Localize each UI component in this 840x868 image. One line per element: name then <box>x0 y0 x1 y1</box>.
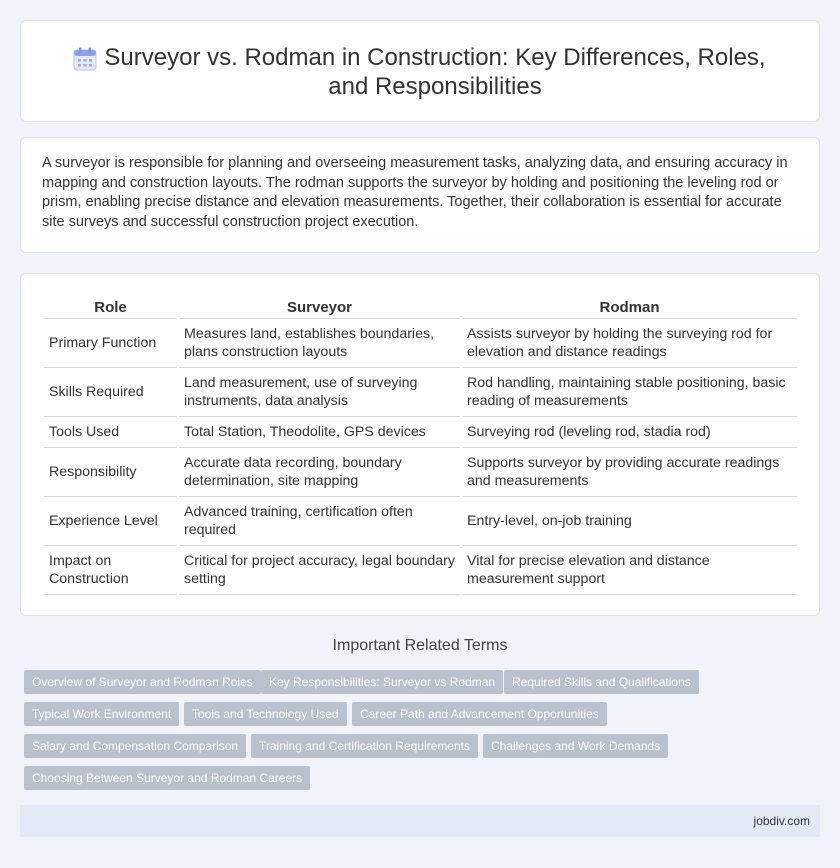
table-row <box>44 546 797 595</box>
footer-site[interactable]: jobdiv.com <box>753 814 810 828</box>
cell-surveyor: Measures land, establishes boundaries, plans construction layouts <box>179 319 460 368</box>
table-row <box>44 497 797 546</box>
cell-role: Skills Required <box>44 368 177 417</box>
cell-rodman: Assists surveyor by holding the surveying rod for elevation and distance readings <box>462 319 797 368</box>
cell-role: Primary Function <box>44 319 177 368</box>
cell-surveyor: Advanced training, certification often required <box>179 497 460 546</box>
intro-card <box>20 137 820 253</box>
related-tag[interactable]: Career Path and Advancement Opportunities <box>352 702 607 726</box>
cell-role: Experience Level <box>44 497 177 546</box>
table-row <box>44 319 797 368</box>
intro-paragraph: A surveyor is responsible for planning and overseeing measurement tasks, analyzing data, and ensuring accuracy in mapping and construction layouts. The rodman supports the surveyor by holding and positioning the leveling rod or prism, enabling precise distance and elevation measurements. Together, their collaboration is essential for accurate site surveys and successful construction project execution. <box>42 155 788 230</box>
related-tag[interactable]: Salary and Compensation Comparison <box>24 734 246 758</box>
table-row <box>44 448 797 497</box>
related-tag[interactable]: Required Skills and Qualifications <box>504 670 699 694</box>
cell-rodman: Entry-level, on-job training <box>462 497 797 546</box>
table-row <box>44 368 797 417</box>
cell-role: Impact on Construction <box>44 546 177 595</box>
related-terms-heading: Important Related Terms <box>332 637 508 654</box>
cell-role: Tools Used <box>44 417 177 448</box>
cell-rodman: Rod handling, maintaining stable positioning, basic reading of measurements <box>462 368 797 417</box>
related-tag[interactable]: Tools and Technology Used <box>184 702 347 726</box>
title-card <box>20 20 820 122</box>
cell-rodman: Surveying rod (leveling rod, stadia rod) <box>462 417 797 448</box>
related-tag[interactable]: Challenges and Work Demands <box>483 734 668 758</box>
comparison-card <box>20 273 820 616</box>
cell-surveyor: Total Station, Theodolite, GPS devices <box>179 417 460 448</box>
page-title: Surveyor vs. Rodman in Construction: Key Differences, Roles, and Responsibilities <box>104 44 766 100</box>
cell-surveyor: Critical for project accuracy, legal boundary setting <box>179 546 460 595</box>
table-row <box>44 417 797 448</box>
related-tag[interactable]: Key Responsibilities: Surveyor vs Rodman <box>261 670 503 694</box>
cell-role: Responsibility <box>44 448 177 497</box>
related-tag[interactable]: Training and Certification Requirements <box>251 734 478 758</box>
footer <box>20 805 820 837</box>
cell-rodman: Vital for precise elevation and distance measurement support <box>462 546 797 595</box>
header-surveyor: Surveyor <box>179 296 460 319</box>
header-rodman: Rodman <box>462 296 797 319</box>
related-tag[interactable]: Typical Work Environment <box>24 702 179 726</box>
comparison-table <box>42 296 799 595</box>
related-tag[interactable]: Overview of Surveyor and Rodman Roles <box>24 670 261 694</box>
cell-surveyor: Land measurement, use of surveying instruments, data analysis <box>179 368 460 417</box>
related-tag[interactable]: Choosing Between Surveyor and Rodman Careers <box>24 766 310 790</box>
table-header-row <box>44 296 797 319</box>
header-role: Role <box>44 296 177 319</box>
cell-rodman: Supports surveyor by providing accurate readings and measurements <box>462 448 797 497</box>
cell-surveyor: Accurate data recording, boundary determination, site mapping <box>179 448 460 497</box>
